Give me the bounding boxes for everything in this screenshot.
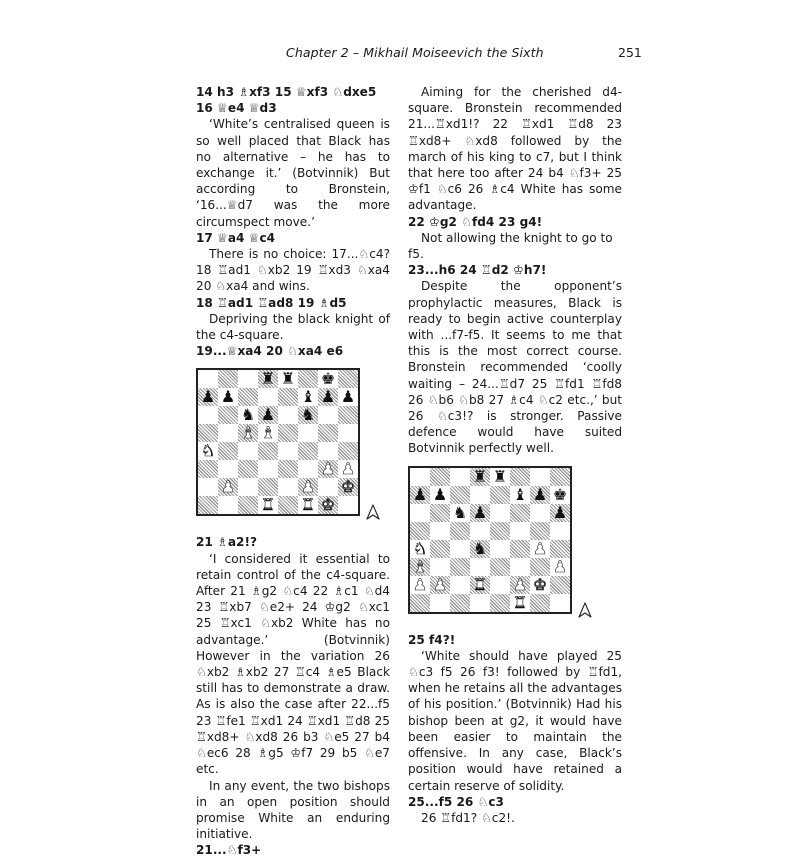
- board-square: [470, 468, 490, 486]
- board-square: [490, 522, 510, 540]
- white-pawn-icon: ♟: [432, 574, 448, 594]
- board-square: [338, 442, 358, 460]
- board-square: [318, 388, 338, 406]
- black-pawn-icon: ♟: [432, 484, 448, 504]
- move-line: 25 f4?!: [408, 632, 456, 647]
- page-number: 251: [618, 45, 642, 60]
- white-bishop-icon: ♝: [260, 423, 276, 443]
- board-square: [490, 594, 510, 612]
- move-line: 17 ♕a4 ♕c4: [196, 230, 276, 245]
- board-square: [430, 522, 450, 540]
- board-square: [338, 460, 358, 478]
- move-line: 25...f5 26 ♘c3: [408, 794, 504, 809]
- chapter-title: Chapter 2 – Mikhail Moiseevich the Sixth: [286, 45, 544, 60]
- black-pawn-icon: ♟: [412, 484, 428, 504]
- board-square: [450, 486, 470, 504]
- board-square: [318, 496, 338, 514]
- board-square: [470, 576, 490, 594]
- board-square: [550, 558, 570, 576]
- board-square: [430, 594, 450, 612]
- board-square: [550, 540, 570, 558]
- white-pawn-icon: ♟: [320, 459, 336, 479]
- commentary-paragraph: ‘I considered it essential to retain control of the c4-square. After 21 ♗g2 ♘c4 22 ♗c1 ♘d4 23 ♖xb7 ♘e2+ 24 ♔g2 ♘xc1 25 ♖xc1 ♘xb2 White has no advantage.’ (Botvinnik) However in the variation 26 ♘xb2 ♗xb2 27 ♖c4 ♗e5 Black still has to demonstrate a draw. As is also the case after 22...f5 23 ♖fe1 ♖xd1 24 ♖xd1 ♖d8 25 ♖xd8+ ♘xd8 26 b3 ♘e5 27 b4 ♘ec6 28 ♗g5 ♔f7 29 b5 ♘e7 etc.: [196, 551, 390, 777]
- black-bishop-icon: ♝: [512, 484, 528, 504]
- white-rook-icon: ♜: [260, 495, 276, 515]
- black-bishop-icon: ♝: [300, 387, 316, 407]
- commentary-paragraph: Not allowing the knight to go to f5.: [408, 230, 613, 262]
- board-square: [510, 504, 530, 522]
- board-square: [258, 424, 278, 442]
- board-square: [258, 496, 278, 514]
- black-pawn-icon: ♟: [340, 387, 356, 407]
- move-line: 22 ♔g2 ♘fd4 23 g4!: [408, 214, 543, 229]
- board-square: [550, 522, 570, 540]
- board-square: [258, 478, 278, 496]
- black-king-icon: ♚: [552, 484, 568, 504]
- board-square: [530, 468, 550, 486]
- board-square: [510, 576, 530, 594]
- chess-board: [196, 368, 360, 516]
- board-square: [278, 496, 298, 514]
- white-pawn-icon: ♟: [300, 477, 316, 497]
- board-square: [218, 370, 238, 388]
- board-square: [530, 540, 550, 558]
- white-pawn-icon: ♟: [532, 538, 548, 558]
- black-pawn-icon: ♟: [320, 387, 336, 407]
- board-square: [450, 522, 470, 540]
- board-square: [238, 388, 258, 406]
- board-square: [450, 594, 470, 612]
- board-square: [410, 558, 430, 576]
- board-square: [338, 496, 358, 514]
- board-square: [450, 576, 470, 594]
- board-square: [218, 424, 238, 442]
- black-pawn-icon: ♟: [552, 502, 568, 522]
- board-square: [318, 424, 338, 442]
- board-square: [550, 504, 570, 522]
- white-pawn-icon: ♟: [552, 556, 568, 576]
- board-square: [278, 406, 298, 424]
- board-square: [198, 442, 218, 460]
- board-square: [318, 406, 338, 424]
- chess-diagram: [408, 466, 622, 624]
- black-rook-icon: ♜: [472, 466, 488, 486]
- white-to-move-icon: [366, 504, 380, 520]
- board-square: [470, 504, 490, 522]
- board-square: [410, 522, 430, 540]
- board-square: [318, 478, 338, 496]
- commentary-paragraph: There is no choice: 17...♘c4? 18 ♖ad1 ♘xb2 19 ♖xd3 ♘xa4 20 ♘xa4 and wins.: [196, 247, 390, 294]
- move-line: 19...♕xa4 20 ♘xa4 e6: [196, 344, 344, 359]
- board-square: [530, 504, 550, 522]
- board-square: [218, 442, 238, 460]
- board-square: [238, 406, 258, 424]
- board-square: [510, 486, 530, 504]
- board-square: [218, 388, 238, 406]
- board-square: [278, 460, 298, 478]
- left-column: [196, 84, 390, 859]
- white-knight-icon: ♞: [412, 538, 428, 558]
- white-king-icon: ♚: [320, 495, 336, 515]
- white-bishop-icon: ♝: [412, 556, 428, 576]
- board-square: [470, 486, 490, 504]
- board-square: [490, 468, 510, 486]
- board-square: [470, 594, 490, 612]
- white-rook-icon: ♜: [512, 592, 528, 612]
- board-square: [410, 504, 430, 522]
- board-square: [490, 486, 510, 504]
- running-header: [0, 42, 800, 62]
- board-square: [298, 406, 318, 424]
- white-pawn-icon: ♟: [412, 574, 428, 594]
- white-bishop-icon: ♝: [240, 423, 256, 443]
- board-square: [530, 558, 550, 576]
- board-square: [198, 424, 218, 442]
- black-knight-icon: ♞: [452, 502, 468, 522]
- white-pawn-icon: ♟: [220, 477, 236, 497]
- board-square: [410, 468, 430, 486]
- board-square: [510, 468, 530, 486]
- commentary-paragraph: 26 ♖fd1? ♘c2!.: [421, 810, 515, 825]
- board-square: [218, 496, 238, 514]
- commentary-paragraph: Depriving the black knight of the c4-square.: [196, 311, 390, 343]
- white-king-icon: ♚: [340, 477, 356, 497]
- board-square: [410, 540, 430, 558]
- board-square: [218, 478, 238, 496]
- board-square: [318, 370, 338, 388]
- board-square: [510, 558, 530, 576]
- board-square: [430, 486, 450, 504]
- board-square: [430, 504, 450, 522]
- move-line: 18 ♖ad1 ♖ad8 19 ♗d5: [196, 295, 347, 310]
- board-square: [298, 460, 318, 478]
- board-square: [198, 370, 218, 388]
- board-square: [450, 504, 470, 522]
- board-square: [298, 424, 318, 442]
- board-square: [198, 406, 218, 424]
- white-to-move-icon: [578, 602, 592, 618]
- board-square: [298, 370, 318, 388]
- board-square: [450, 540, 470, 558]
- board-square: [550, 468, 570, 486]
- board-square: [470, 540, 490, 558]
- board-square: [278, 442, 298, 460]
- black-rook-icon: ♜: [280, 369, 296, 389]
- move-line: 23...h6 24 ♖d2 ♔h7!: [408, 263, 547, 278]
- board-square: [278, 478, 298, 496]
- board-square: [530, 522, 550, 540]
- board-square: [278, 388, 298, 406]
- board-square: [430, 540, 450, 558]
- board-square: [510, 594, 530, 612]
- board-square: [198, 388, 218, 406]
- board-square: [198, 478, 218, 496]
- board-square: [530, 486, 550, 504]
- board-square: [338, 388, 358, 406]
- board-square: [238, 478, 258, 496]
- board-square: [550, 486, 570, 504]
- move-line: 14 h3 ♗xf3 15 ♕xf3 ♘dxe5 16 ♕e4 ♕d3: [196, 85, 377, 116]
- black-knight-icon: ♞: [240, 405, 256, 425]
- chess-board: [408, 466, 572, 614]
- commentary-paragraph: ‘White’s centralised queen is so well placed that Black has no alternative – he has to exchange it.’ (Botvinnik) But according to Bronstein, ‘16...♕d7 was the more circumspect move.’: [196, 117, 390, 229]
- board-square: [218, 406, 238, 424]
- right-column: [408, 84, 622, 826]
- board-square: [238, 460, 258, 478]
- board-square: [410, 576, 430, 594]
- black-pawn-icon: ♟: [472, 502, 488, 522]
- board-square: [238, 424, 258, 442]
- board-square: [318, 442, 338, 460]
- black-rook-icon: ♜: [260, 369, 276, 389]
- board-square: [550, 576, 570, 594]
- white-knight-icon: ♞: [200, 441, 216, 461]
- black-king-icon: ♚: [320, 369, 336, 389]
- board-square: [318, 460, 338, 478]
- board-square: [338, 424, 358, 442]
- board-square: [258, 370, 278, 388]
- black-pawn-icon: ♟: [200, 387, 216, 407]
- board-square: [238, 370, 258, 388]
- chess-diagram: [196, 368, 390, 526]
- board-square: [278, 370, 298, 388]
- board-square: [510, 522, 530, 540]
- white-rook-icon: ♜: [472, 574, 488, 594]
- board-square: [490, 558, 510, 576]
- white-pawn-icon: ♟: [512, 574, 528, 594]
- commentary-paragraph: ‘White should have played 25 ♘c3 f5 26 f3! followed by ♖fd1, when he retains all the advantages of his position.’ (Botvinnik) Had his bishop been at g2, it would have been easier to maintain the offensive. In any case, Black’s position would have retained a certain reserve of solidity.: [408, 648, 622, 793]
- board-square: [430, 468, 450, 486]
- board-square: [430, 576, 450, 594]
- white-pawn-icon: ♟: [340, 459, 356, 479]
- board-square: [450, 468, 470, 486]
- move-line: 21...♘f3+: [196, 843, 262, 858]
- black-pawn-icon: ♟: [260, 405, 276, 425]
- board-square: [298, 478, 318, 496]
- board-square: [198, 496, 218, 514]
- board-square: [258, 460, 278, 478]
- board-square: [410, 594, 430, 612]
- white-king-icon: ♚: [532, 574, 548, 594]
- black-rook-icon: ♜: [492, 466, 508, 486]
- move-line: 21 ♗a2!?: [196, 535, 257, 550]
- board-square: [530, 594, 550, 612]
- white-rook-icon: ♜: [300, 495, 316, 515]
- board-square: [338, 370, 358, 388]
- black-pawn-icon: ♟: [220, 387, 236, 407]
- black-knight-icon: ♞: [472, 538, 488, 558]
- board-square: [490, 576, 510, 594]
- board-square: [470, 522, 490, 540]
- board-square: [298, 388, 318, 406]
- board-square: [258, 388, 278, 406]
- commentary-paragraph: In any event, the two bishops in an open position should promise White an enduring initiative.: [196, 778, 390, 842]
- board-square: [410, 486, 430, 504]
- board-square: [550, 594, 570, 612]
- board-square: [338, 478, 358, 496]
- black-pawn-icon: ♟: [532, 484, 548, 504]
- board-square: [258, 442, 278, 460]
- board-square: [490, 540, 510, 558]
- board-square: [490, 504, 510, 522]
- black-knight-icon: ♞: [300, 405, 316, 425]
- board-square: [258, 406, 278, 424]
- board-square: [510, 540, 530, 558]
- board-square: [430, 558, 450, 576]
- board-square: [238, 496, 258, 514]
- board-square: [338, 406, 358, 424]
- commentary-paragraph: Despite the opponent’s prophylactic measures, Black is ready to begin active counterplay with ...f7-f5. It seems to me that this is the most correct course. Bronstein recommended ‘coolly waiting – 24...♖d7 25 ♖fd1 ♖fd8 26 ♘b6 ♘b8 27 ♗c4 ♘c2 etc.,’ but 26 ♘c3!? is stronger. Passive defence would have suited Botvinnik perfectly well.: [408, 279, 622, 456]
- board-square: [238, 442, 258, 460]
- board-square: [530, 576, 550, 594]
- board-square: [278, 424, 298, 442]
- board-square: [198, 460, 218, 478]
- board-square: [218, 460, 238, 478]
- commentary-paragraph: Aiming for the cherished d4-square. Bronstein recommended 21...♖xd1!? 22 ♖xd1 ♖d8 23 ♖xd8+ ♘xd8 followed by the march of his king to c7, but I think that here too after 24 b4 ♘f3+ 25 ♔f1 ♘c6 26 ♗c4 White has some advantage.: [408, 85, 622, 213]
- board-square: [450, 558, 470, 576]
- board-square: [298, 442, 318, 460]
- board-square: [298, 496, 318, 514]
- board-square: [470, 558, 490, 576]
